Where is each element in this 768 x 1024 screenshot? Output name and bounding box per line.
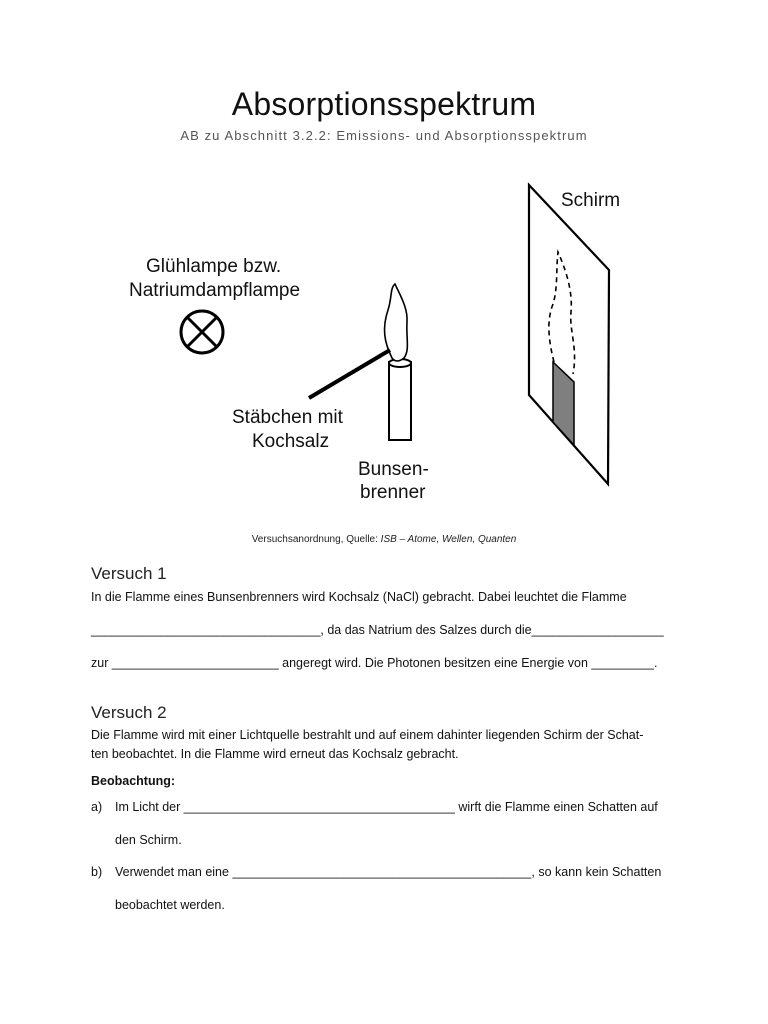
stick-label-line2: Kochsalz	[252, 431, 330, 452]
versuch2-line1: Die Flamme wird mit einer Lichtquelle bestrahlt und auf einem dahinter liegenden Schirm der Schat-	[91, 728, 644, 742]
lamp-label-line2: Natriumdampflampe	[129, 280, 301, 301]
versuch1-heading: Versuch 1	[91, 564, 167, 583]
burner-label-line1: Bunsen-	[358, 459, 429, 480]
burner-label-line2: brenner	[360, 482, 426, 503]
lamp-label-line1: Glühlampe bzw.	[146, 256, 282, 277]
item-a-line2: den Schirm.	[115, 833, 182, 847]
item-b-line1: Verwendet man eine ___________________________________________, so kann kein Schatten	[115, 865, 662, 879]
page-title: Absorptionsspektrum	[231, 86, 537, 122]
versuch1-line1: In die Flamme eines Bunsenbrenners wird Kochsalz (NaCl) gebracht. Dabei leuchtet die Flamme	[91, 590, 627, 604]
item-b-letter: b)	[91, 865, 103, 879]
figure-caption	[0, 534, 768, 545]
versuch2-heading: Versuch 2	[91, 703, 167, 722]
versuch2-line2: ten beobachtet. In die Flamme wird erneut das Kochsalz gebracht.	[91, 747, 459, 761]
item-a-letter: a)	[91, 800, 103, 814]
bunsen-burner-icon	[389, 359, 411, 440]
versuch1-line3: zur ________________________ angeregt wird. Die Photonen besitzen eine Energie von _________.	[91, 656, 658, 670]
experiment-diagram	[0, 160, 768, 520]
screen-label: Schirm	[561, 190, 621, 211]
stick-icon	[309, 350, 390, 398]
caption-prefix: Versuchsanordnung, Quelle:	[251, 534, 381, 545]
lamp-symbol-icon	[181, 311, 223, 353]
stick-label-line1: Stäbchen mit	[232, 407, 343, 428]
item-a-line1: Im Licht der _______________________________________ wirft die Flamme einen Schatten auf	[115, 800, 658, 814]
caption-source: ISB – Atome, Wellen, Quanten	[380, 534, 517, 545]
observation-label: Beobachtung:	[91, 774, 176, 788]
versuch1-line2: _________________________________, da das Natrium des Salzes durch die___________________	[91, 623, 664, 637]
page-subtitle: AB zu Abschnitt 3.2.2: Emissions- und Absorptionsspektrum	[180, 128, 588, 143]
item-b-line2: beobachtet werden.	[115, 898, 225, 912]
